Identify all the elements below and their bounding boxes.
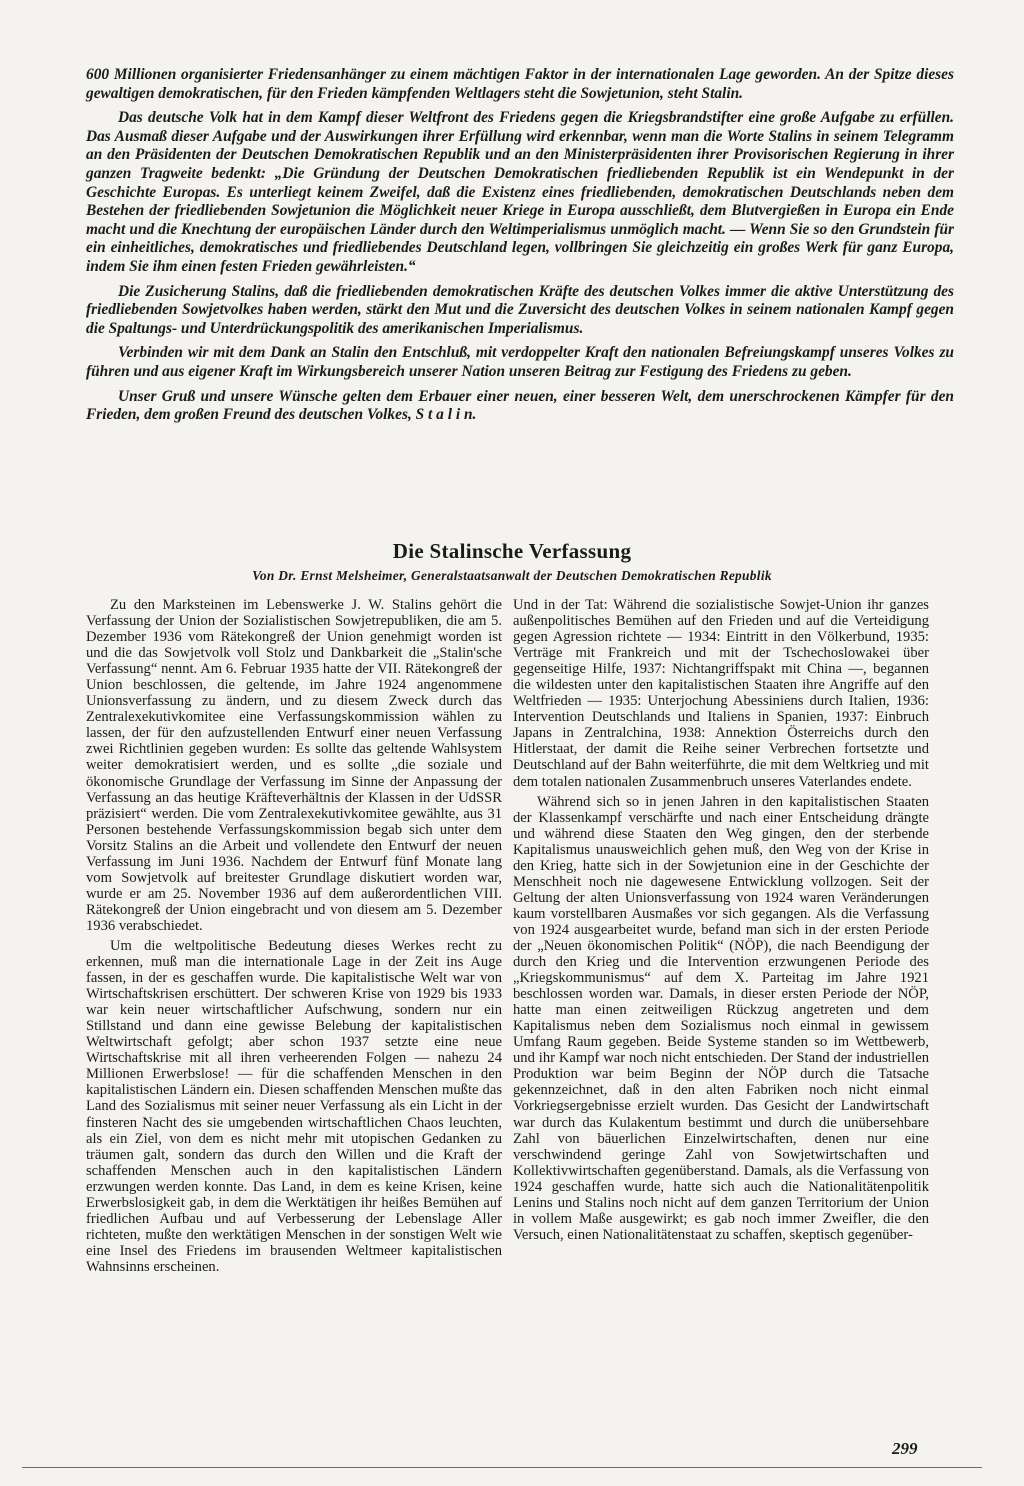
- article-paragraph: Um die weltpolitische Bedeutung dieses Werkes recht zu erkennen, muß man die internationale Lage in der Zeit ins Auge fassen, in der es geschaffen wurde. Die kapitalistische Welt war von Wirtschaftskrisen erschüttert. Der schweren Krise von 1929 bis 1933 war kein neuer wirtschaftlicher Aufschwung, sondern nur ein Stillstand und dann eine gewisse Belebung der kapitalistischen Weltwirtschaft gefolgt; aber schon 1937 setzte eine neue Wirtschaftskrise mit all ihren verheerenden Folgen — nahezu 24 Millionen Erwerbslose! — für die schaffenden Menschen in den kapitalistischen Ländern ein. Diesen schaffenden Menschen mußte das Land des Sozialismus mit seiner neuer Verfassung als ein Licht in der finsteren Nacht des sie umgebenden wirtschaftlichen Chaos leuchten, als ein Ziel, von dem es nicht mehr mit utopischen Gedanken zu träumen galt, sondern das durch den Willen und die Kraft der schaffenden Menschen auch in den kapitalistischen Ländern erzwungen werden konnte. Das Land, in dem es keine Krisen, keine Erwerbslosigkeit gab, in dem die Werktätigen ihr heißes Bemühen auf friedlichen Aufbau und auf Verbesserung der Lebenslage Aller richteten, mußte den werktätigen Menschen in der sonstigen Welt wie eine Insel des Friedens im brausenden Weltmeer kapitalistischen Wahnsinns erscheinen.: [86, 937, 502, 1275]
- intro-paragraph: Das deutsche Volk hat in dem Kampf dieser Weltfront des Friedens gegen die Kriegsbrandstifter eine große Aufgabe zu erfüllen. Das Ausmaß dieser Aufgabe und der Auswirkungen ihrer Erfüllung wird erkennbar, wenn man die Worte Stalins in seinem Telegramm an den Präsidenten der Deutschen Demokratischen Republik und an den Ministerpräsidenten ihrer Provisorischen Regierung in ihrer ganzen Tragweite bedenkt: „Die Gründung der Deutschen Demokratischen friedliebenden Republik ist ein Wendepunkt in der Geschichte Europas. Es unterliegt keinem Zweifel, daß die Existenz eines friedliebenden, demokratischen Deutschlands neben dem Bestehen der friedliebenden Sowjetunion die Möglichkeit neuer Kriege in Europa ausschließt, dem Blutvergießen in Europa ein Ende macht und die Knechtung der europäischen Länder durch den Weltimperialismus unmöglich macht. — Wenn Sie so den Grundstein für ein einheitliches, demokratisches und friedliebendes Deutschland legen, vollbringen Sie gleichzeitig ein großes Werk für ganz Europa, indem Sie ihm einen festen Frieden gewährleisten.“: [86, 109, 954, 275]
- intro-paragraph: Die Zusicherung Stalins, daß die friedliebenden demokratischen Kräfte des deutschen Volkes immer die aktive Unterstützung des friedliebenden Sowjetvolkes haben werden, stärkt den Mut und die Zuversicht des deutschen Volkes in seinem nationalen Kampf gegen die Spaltungs- und Unterdrückungspolitik des amerikanischen Imperialismus.: [86, 282, 954, 337]
- intro-section: [86, 66, 954, 431]
- article-paragraph: Und in der Tat: Während die sozialistische Sowjet-Union ihr ganzes außenpolitisches Bemühen auf den Frieden und auf die Verteidigung gegen Agression richtete — 1934: Eintritt in den Völkerbund, 1935: Verträge mit Frankreich und mit der Tschechoslowakei über gegenseitige Hilfe, 1937: Nichtangriffspakt mit China —, begannen die wildesten unter den kapitalistischen Staaten ihre Angriffe auf den Weltfrieden — 1935: Unterjochung Abessiniens durch Italien, 1936: Intervention Deutschlands und Italiens in Spanien, 1937: Einbruch Japans in Zentralchina, 1938: Annektion Österreichs durch den Hitlerstaat, der damit die Reihe seiner Verbrechen fortsetzte und Deutschland auf der Bahn weiterführte, die mit dem Weltkrieg und mit dem totalen nationalen Zusammenbruch unseres Vaterlandes endete.: [513, 597, 929, 790]
- page-number: 299: [892, 1439, 918, 1458]
- article-column-right: [513, 597, 929, 1243]
- intro-paragraph: Verbinden wir mit dem Dank an Stalin den Entschluß, mit verdoppelter Kraft den nationalen Befreiungskampf unseres Volkes zu führen und aus eigener Kraft im Wirkungsbereich unserer Nation unseren Beitrag zur Festigung des Friedens zu geben.: [86, 344, 954, 380]
- article-column-left: [86, 597, 502, 1275]
- intro-paragraph: Unser Gruß und unsere Wünsche gelten dem Erbauer einer neuen, einer besseren Welt, dem unerschrockenen Kämpfer für den Frieden, dem großen Freund des deutschen Volkes, S t a l i n.: [86, 387, 954, 424]
- article-title: Die Stalinsche Verfassung: [392, 539, 632, 563]
- article-byline: Von Dr. Ernst Melsheimer, Generalstaatsanwalt der Deutschen Demokratischen Republik: [252, 568, 772, 583]
- article-paragraph: Zu den Marksteinen im Lebenswerke J. W. Stalins gehört die Verfassung der Union der Sozialistischen Sowjetrepubliken, die am 5. Dezember 1936 vom Rätekongreß der Union genehmigt worden ist und die das Sowjetvolk voll Stolz und Dankbarkeit die „Stalin'sche Verfassung“ nennt. Am 6. Februar 1935 hatte der VII. Rätekongreß der Union beschlossen, die geltende, im Jahre 1924 angenommene Unionsverfassung zu ändern, und zu diesem Zweck durch das Zentralexekutivkomitee eine Verfassungskommission wählen zu lassen, der für den aufzustellenden Entwurf einer neuen Verfassung zwei Richtlinien gegeben wurden: Es sollte das geltende Wahlsystem weiter demokratisiert werden, und es sollte „die soziale und ökonomische Grundlage der Verfassung im Sinne der Anpassung der Verfassung an das heutige Kräfteverhältnis der Klassen in der UdSSR präzisiert“ werden. Die vom Zentralexekutivkomitee gewählte, aus 31 Personen bestehende Verfassungskommission begab sich unter dem Vorsitz Stalins an die Arbeit und vollendete den Entwurf der neuen Verfassung im Juni 1936. Nachdem der Entwurf fünf Monate lang vom Sowjetvolk auf breitester Grundlage diskutiert worden war, wurde er am 25. November 1936 auf dem außerordentlichen VIII. Rätekongreß der Union eingebracht und von diesem am 5. Dezember 1936 verabschiedet.: [86, 597, 502, 934]
- intro-paragraph: 600 Millionen organisierter Friedensanhänger zu einem mächtigen Faktor in der internationalen Lage geworden. An der Spitze dieses gewaltigen demokratischen, für den Frieden kämpfenden Weltlagers steht die Sowjetunion, steht Stalin.: [86, 66, 954, 102]
- footer-rule: [22, 1467, 982, 1468]
- article-paragraph: Während sich so in jenen Jahren in den kapitalistischen Staaten der Klassenkampf verschärfte und nach einer Entscheidung drängte und während diese Staaten den Weg gingen, den der sterbende Kapitalismus unausweichlich gehen muß, den Weg von der Krise in den Krieg, hatte sich in der Sowjetunion eine in der Geschichte der Menschheit noch nie dagewesene Entwicklung vollzogen. Seit der Geltung der alten Unionsverfassung von 1924 waren Veränderungen kaum vorstellbaren Ausmaßes vor sich gegangen. Als die Verfassung von 1924 ausgearbeitet wurde, befand man sich in der ersten Periode der „Neuen ökonomischen Politik“ (NÖP), die nach Beendigung der durch den Krieg und die Intervention erzwungenen Periode des „Kriegskommunismus“ auf dem X. Parteitag im Jahre 1921 beschlossen worden war. Damals, in dieser ersten Periode der NÖP, hatte man einen zeitweiligen Rückzug angetreten und dem Kapitalismus neben dem Sozialismus noch einmal in gewissem Umfang Raum gegeben. Beide Systeme standen so im Wettbewerb, und ihr Kampf war noch nicht entschieden. Der Stand der industriellen Produktion war beim Beginn der NÖP durch die Tatsache gekennzeichnet, daß in den alten Fabriken noch nicht einmal Vorkriegsergebnisse erzielt wurden. Das Gesicht der Landwirtschaft war durch das Kulakentum bestimmt und durch die unübersehbare Zahl von bäuerlichen Einzelwirtschaften, denen nur eine verschwindend geringe Zahl von Sowjetwirtschaften und Kollektivwirtschaften gegenüberstand. Damals, als die Verfassung von 1924 geschaffen wurde, hatte sich auch die Nationalitätenpolitik Lenins und Stalins noch nicht auf dem ganzen Territorium der Union in vollem Maße ausgewirkt; es gab noch immer Zweifler, die den Versuch, einen Nationalitätenstaat zu schaffen, skeptisch gegenüber-: [513, 793, 929, 1243]
